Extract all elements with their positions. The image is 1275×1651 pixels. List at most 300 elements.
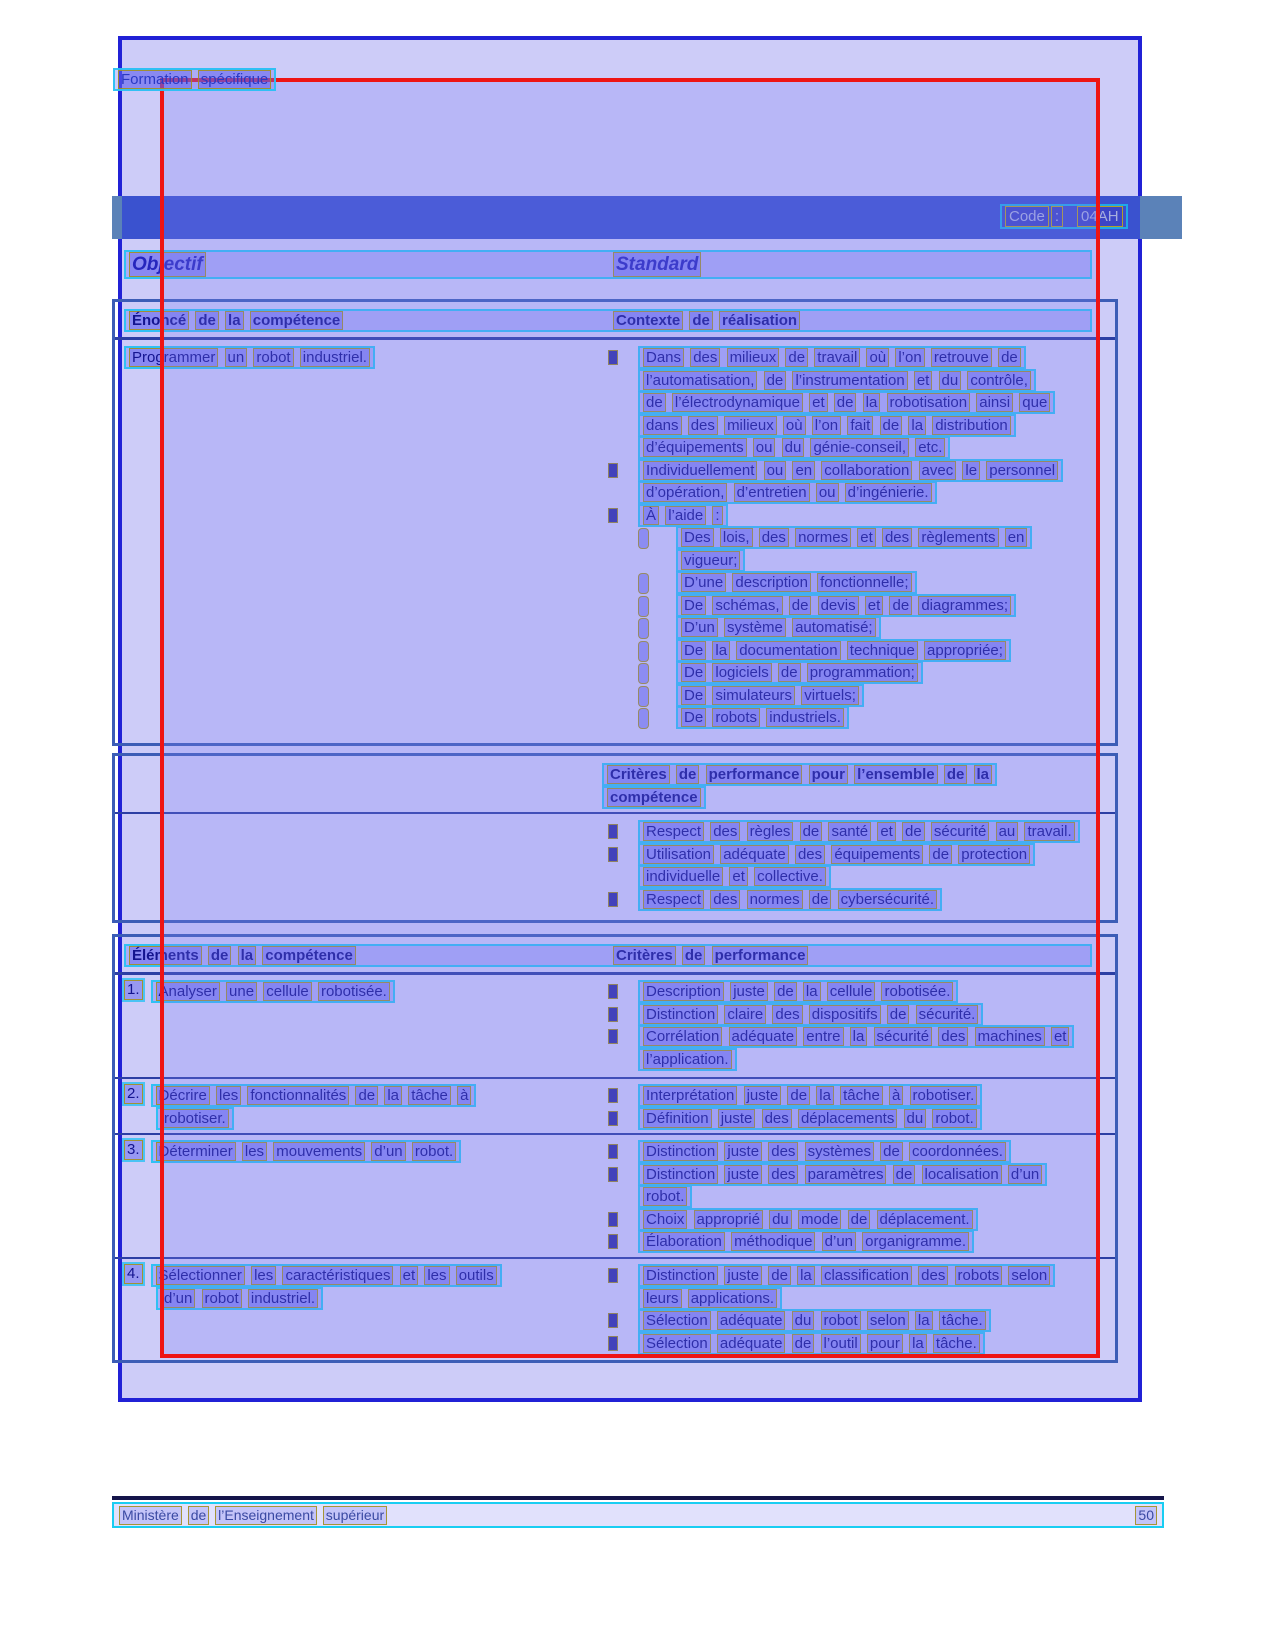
- word-box: de: [643, 393, 666, 412]
- word-box: de: [774, 982, 797, 1001]
- line-text: [151, 1140, 462, 1163]
- word-box: la: [974, 765, 993, 784]
- table1-left-cell: [115, 346, 602, 729]
- text-line: [124, 1084, 602, 1107]
- word-box: robot: [202, 1289, 242, 1308]
- word-box: équipements: [831, 845, 923, 864]
- text-line: [602, 1309, 1115, 1332]
- line-text: [638, 888, 942, 911]
- word-box: génie-conseil,: [810, 438, 909, 457]
- word-box: santé: [828, 822, 871, 841]
- text-line: [602, 436, 1115, 459]
- table-row: [115, 1257, 1115, 1354]
- text-line: [124, 1264, 602, 1287]
- word-box: robotiser.: [910, 1086, 978, 1105]
- row1-right-cell: [602, 980, 1115, 1077]
- word-box: schémas,: [712, 596, 782, 615]
- word-box: selon: [1008, 1266, 1050, 1285]
- word-box: Déterminer: [156, 1142, 236, 1161]
- word-box: Corrélation: [643, 1027, 722, 1046]
- section-label-formation: [113, 68, 276, 91]
- line-text: [638, 1287, 782, 1310]
- word-box: robot.: [643, 1187, 687, 1206]
- text-line: [602, 888, 1115, 911]
- word-box: de: [792, 1334, 815, 1353]
- word-box: sécurité: [931, 822, 990, 841]
- word-box: selon: [867, 1311, 909, 1330]
- word-box: robotisée.: [318, 982, 390, 1001]
- word-box: Distinction: [643, 1142, 718, 1161]
- line-text: [638, 1230, 974, 1253]
- word-box: Distinction: [643, 1165, 718, 1184]
- text-line: [602, 1230, 1115, 1253]
- item-number: 4.: [124, 1264, 143, 1284]
- table2-header: [115, 756, 1115, 814]
- word-box: de: [893, 1165, 916, 1184]
- word-box: juste: [730, 982, 768, 1001]
- word-box: caractéristiques: [282, 1266, 393, 1285]
- word-box: Dans: [643, 348, 684, 367]
- word-box: robots: [712, 708, 760, 727]
- word-box: description: [732, 573, 811, 592]
- word-box: de: [676, 765, 700, 784]
- word-box: ou: [764, 461, 787, 480]
- word-box: milieux: [724, 416, 777, 435]
- word-box: les: [424, 1266, 449, 1285]
- word-box: contrôle,: [967, 371, 1031, 390]
- word-box: cellule: [263, 982, 312, 1001]
- line-text: [638, 391, 1055, 414]
- word-box: l’on: [895, 348, 924, 367]
- text-line: [602, 763, 1115, 786]
- line-text: [676, 549, 745, 572]
- word-box: technique: [847, 641, 918, 660]
- word-box: entre: [803, 1027, 843, 1046]
- word-box: de: [689, 311, 713, 330]
- word-box: spécifique: [198, 70, 272, 89]
- word-box: classification: [821, 1266, 912, 1285]
- word-box: mode: [798, 1210, 842, 1229]
- word-box: l’application.: [643, 1050, 732, 1069]
- word-box: et: [865, 596, 884, 615]
- word-box: de: [809, 890, 832, 909]
- word-box: D’une: [681, 573, 726, 592]
- word-box: Sélection: [643, 1334, 711, 1353]
- line-text: [638, 1025, 1074, 1048]
- row3-right-cell: [602, 1140, 1115, 1257]
- word-box: dispositifs: [809, 1005, 881, 1024]
- word-box: de: [800, 822, 823, 841]
- table1-header: [115, 302, 1115, 340]
- text-line: [602, 786, 1115, 809]
- footer-ministry: [118, 1506, 388, 1525]
- line-text: [638, 346, 1026, 369]
- word-box: à: [457, 1086, 471, 1105]
- word-box: fait: [847, 416, 873, 435]
- item-number: 1.: [124, 980, 143, 1000]
- word-box: robotisation: [887, 393, 971, 412]
- word-box: les: [251, 1266, 276, 1285]
- word-box: outils: [456, 1266, 497, 1285]
- word-box: etc.: [915, 438, 945, 457]
- row4-right-cell: [602, 1264, 1115, 1354]
- word-box: Respect: [643, 890, 704, 909]
- word-box: robot.: [412, 1142, 456, 1161]
- word-box: le: [962, 461, 980, 480]
- word-box: systèmes: [805, 1142, 874, 1161]
- text-line: [602, 639, 1115, 662]
- line-text: [156, 1107, 234, 1130]
- line-text: [638, 1140, 1011, 1163]
- footer: [112, 1502, 1164, 1528]
- line-text: [638, 980, 958, 1003]
- table-row: [115, 975, 1115, 1077]
- line-text: [638, 1084, 982, 1107]
- line-text: [638, 504, 728, 527]
- word-box: Programmer: [129, 348, 218, 367]
- word-box: robotisée.: [881, 982, 953, 1001]
- word-box: la: [909, 1334, 927, 1353]
- word-box: l’aide: [665, 506, 706, 525]
- word-box: d’opération,: [643, 483, 727, 502]
- word-box: personnel: [986, 461, 1058, 480]
- word-box: Interprétation: [643, 1086, 737, 1105]
- line-text: [124, 346, 375, 369]
- word-box: ou: [753, 438, 776, 457]
- word-box: De: [681, 708, 706, 727]
- word-box: la: [225, 311, 244, 330]
- text-line: [602, 504, 1115, 527]
- word-box: simulateurs: [712, 686, 795, 705]
- word-box: robot: [821, 1311, 861, 1330]
- word-box: Description: [643, 982, 724, 1001]
- word-box: Distinction: [643, 1266, 718, 1285]
- word-box: fonctionnalités: [247, 1086, 349, 1105]
- word-box: un: [225, 348, 248, 367]
- word-box: et: [809, 393, 828, 412]
- word-box: compétence: [250, 311, 344, 330]
- word-box: avec: [919, 461, 957, 480]
- line-text: [638, 436, 950, 459]
- table1-right-header: [612, 311, 801, 330]
- word-box: Individuellement: [643, 461, 757, 480]
- text-line: [602, 820, 1115, 843]
- word-box: et: [400, 1266, 419, 1285]
- word-box: logiciels: [712, 663, 771, 682]
- word-box: des: [690, 348, 720, 367]
- word-box: la: [908, 416, 926, 435]
- text-line: [602, 1264, 1115, 1287]
- word-box: retrouve: [931, 348, 992, 367]
- text-line: [124, 1107, 602, 1130]
- text-line: [602, 684, 1115, 707]
- word-box: industriel.: [300, 348, 370, 367]
- word-box: d’un: [161, 1289, 195, 1308]
- word-box: organigramme.: [862, 1232, 969, 1251]
- word-box: des: [710, 822, 740, 841]
- word-box: robot: [253, 348, 293, 367]
- text-line: [602, 706, 1115, 729]
- word-box: fonctionnelle;: [817, 573, 911, 592]
- text-line: [602, 594, 1115, 617]
- text-line: [602, 1332, 1115, 1355]
- word-box: mouvements: [273, 1142, 365, 1161]
- word-box: Objectif: [129, 252, 206, 277]
- line-text: [638, 1107, 982, 1130]
- line-text: [638, 1163, 1047, 1186]
- word-box: du: [769, 1210, 792, 1229]
- line-text: [638, 820, 1080, 843]
- word-box: la: [863, 393, 881, 412]
- word-box: de: [880, 416, 903, 435]
- text-line: [602, 1185, 1115, 1208]
- word-box: de: [778, 663, 801, 682]
- word-box: juste: [724, 1266, 762, 1285]
- word-box: adéquate: [717, 1311, 786, 1330]
- word-box: déplacement.: [877, 1210, 973, 1229]
- line-text: [602, 786, 706, 809]
- table-criteres-ensemble: [112, 753, 1118, 923]
- text-line: [602, 369, 1115, 392]
- word-box: d’un: [371, 1142, 405, 1161]
- word-box: de: [195, 311, 219, 330]
- word-box: l’automatisation,: [643, 371, 757, 390]
- word-box: des: [710, 890, 740, 909]
- word-box: lois,: [720, 528, 753, 547]
- word-box: des: [938, 1027, 968, 1046]
- word-box: robots: [955, 1266, 1003, 1285]
- line-text: [156, 1287, 323, 1310]
- word-box: pour: [867, 1334, 903, 1353]
- word-box: Formation: [118, 70, 192, 89]
- text-line: [602, 865, 1115, 888]
- text-line: [124, 346, 602, 369]
- word-box: des: [768, 1142, 798, 1161]
- word-box: la: [915, 1311, 933, 1330]
- text-line: [602, 481, 1115, 504]
- word-box: industriels.: [766, 708, 844, 727]
- word-box: :: [712, 506, 722, 525]
- text-line: [602, 1107, 1115, 1130]
- word-box: de: [834, 393, 857, 412]
- word-box: d’ingénierie.: [845, 483, 932, 502]
- row3-left-cell: [115, 1140, 602, 1257]
- line-text: [676, 639, 1011, 662]
- word-box: D’un: [681, 618, 718, 637]
- word-box: sécurité.: [916, 1005, 979, 1024]
- word-box: Choix: [643, 1210, 687, 1229]
- text-line: [602, 1048, 1115, 1071]
- word-box: Ministère: [119, 1506, 182, 1525]
- line-text: [151, 1084, 477, 1107]
- table1-header-line: [124, 309, 1092, 332]
- text-line: [602, 391, 1115, 414]
- word-box: adéquate: [717, 1334, 786, 1353]
- standard-heading: [612, 252, 702, 277]
- word-box: des: [762, 1109, 792, 1128]
- word-box: virtuels;: [801, 686, 859, 705]
- word-box: tâche: [840, 1086, 883, 1105]
- word-box: de: [787, 1086, 810, 1105]
- line-text: [151, 1264, 502, 1287]
- objectif-heading: [128, 254, 207, 275]
- word-box: protection: [958, 845, 1030, 864]
- word-box: et: [729, 867, 748, 886]
- word-box: l’ensemble: [854, 765, 938, 784]
- word-box: vigueur;: [681, 551, 740, 570]
- word-box: méthodique: [731, 1232, 815, 1251]
- code-label: Code: [1005, 206, 1049, 227]
- word-box: paramètres: [805, 1165, 887, 1184]
- word-box: la: [712, 641, 730, 660]
- word-box: juste: [744, 1086, 782, 1105]
- word-box: de: [682, 946, 706, 965]
- word-box: de: [785, 348, 808, 367]
- footer-page-number: [1134, 1506, 1158, 1525]
- word-box: de: [188, 1506, 210, 1525]
- word-box: des: [795, 845, 825, 864]
- word-box: pour: [809, 765, 848, 784]
- word-box: de: [929, 845, 952, 864]
- text-line: [602, 1163, 1115, 1186]
- line-text: [676, 594, 1016, 617]
- word-box: diagrammes;: [918, 596, 1011, 615]
- line-text: [638, 865, 831, 888]
- word-box: sécurité: [874, 1027, 933, 1046]
- word-box: Élaboration: [643, 1232, 725, 1251]
- table-row: [115, 1133, 1115, 1257]
- text-line: [602, 549, 1115, 572]
- word-box: De: [681, 686, 706, 705]
- word-box: Contexte: [613, 311, 683, 330]
- text-line: [602, 1003, 1115, 1026]
- row2-right-cell: [602, 1084, 1115, 1133]
- line-text: [638, 459, 1063, 482]
- word-box: l’instrumentation: [792, 371, 907, 390]
- row1-left-cell: [115, 980, 602, 1077]
- word-box: claire: [724, 1005, 766, 1024]
- word-box: collaboration: [821, 461, 912, 480]
- word-box: De: [681, 596, 706, 615]
- word-box: compétence: [262, 946, 356, 965]
- word-box: Critères: [607, 765, 670, 784]
- row2-left-cell: [115, 1084, 602, 1133]
- line-text: [676, 616, 881, 639]
- word-box: collective.: [754, 867, 826, 886]
- line-text: [638, 843, 1035, 866]
- row4-left-cell: [115, 1264, 602, 1354]
- word-box: Sélection: [643, 1311, 711, 1330]
- word-box: robotiser.: [161, 1109, 229, 1128]
- line-text: [638, 414, 1016, 437]
- word-box: normes: [795, 528, 851, 547]
- line-text: [638, 1048, 737, 1071]
- text-line: [602, 1208, 1115, 1231]
- word-box: 50: [1135, 1506, 1157, 1525]
- word-box: Respect: [643, 822, 704, 841]
- word-box: de: [902, 822, 925, 841]
- word-box: distribution: [932, 416, 1011, 435]
- word-box: Décrire: [156, 1086, 210, 1105]
- word-box: adéquate: [720, 845, 789, 864]
- word-box: ou: [816, 483, 839, 502]
- word-box: juste: [724, 1142, 762, 1161]
- formation-label-text: [113, 68, 276, 91]
- word-box: Sélectionner: [156, 1266, 245, 1285]
- text-line: [602, 616, 1115, 639]
- word-box: et: [857, 528, 876, 547]
- word-box: du: [782, 438, 805, 457]
- word-box: et: [1051, 1027, 1070, 1046]
- word-box: réalisation: [719, 311, 800, 330]
- word-box: travail.: [1024, 822, 1074, 841]
- line-text: [638, 1332, 985, 1355]
- item-number: 3.: [124, 1140, 143, 1160]
- word-box: que: [1019, 393, 1050, 412]
- text-line: [602, 843, 1115, 866]
- word-box: de: [789, 596, 812, 615]
- text-line: [602, 1287, 1115, 1310]
- word-box: de: [764, 371, 787, 390]
- word-box: Utilisation: [643, 845, 714, 864]
- line-text: [638, 369, 1036, 392]
- footer-rule: [112, 1496, 1164, 1500]
- word-box: coordonnées.: [909, 1142, 1006, 1161]
- word-box: tâche: [408, 1086, 451, 1105]
- word-box: d’un: [1008, 1165, 1042, 1184]
- word-box: dans: [643, 416, 682, 435]
- heading-line: [124, 250, 1092, 279]
- item-number: 2.: [124, 1084, 143, 1104]
- line-text: [638, 481, 937, 504]
- word-box: où: [783, 416, 806, 435]
- word-box: règles: [747, 822, 794, 841]
- line-text: [638, 1264, 1055, 1287]
- text-line: [602, 346, 1115, 369]
- word-box: l’électrodynamique: [672, 393, 803, 412]
- word-box: système: [724, 618, 786, 637]
- word-box: de: [768, 1266, 791, 1285]
- word-box: des: [688, 416, 718, 435]
- word-box: Analyser: [156, 982, 220, 1001]
- word-box: une: [226, 982, 257, 1001]
- word-box: où: [866, 348, 889, 367]
- word-box: milieux: [727, 348, 780, 367]
- word-box: juste: [718, 1109, 756, 1128]
- word-box: les: [242, 1142, 267, 1161]
- word-box: tâche.: [933, 1334, 980, 1353]
- word-box: programmation;: [807, 663, 918, 682]
- word-box: Énoncé: [129, 311, 189, 330]
- word-box: appropriée;: [924, 641, 1006, 660]
- text-line: [602, 980, 1115, 1003]
- word-box: compétence: [607, 788, 701, 807]
- word-box: travail: [814, 348, 860, 367]
- text-line: [124, 1140, 602, 1163]
- text-line: [602, 571, 1115, 594]
- line-text: [676, 706, 849, 729]
- word-box: Définition: [643, 1109, 712, 1128]
- word-box: De: [681, 641, 706, 660]
- word-box: la: [238, 946, 257, 965]
- word-box: tâche.: [939, 1311, 986, 1330]
- table-enonce-contexte: [112, 299, 1118, 746]
- word-box: du: [939, 371, 962, 390]
- word-box: cybersécurité.: [838, 890, 937, 909]
- table3-left-header: [128, 947, 357, 964]
- line-text: [151, 980, 395, 1003]
- word-box: de: [355, 1086, 378, 1105]
